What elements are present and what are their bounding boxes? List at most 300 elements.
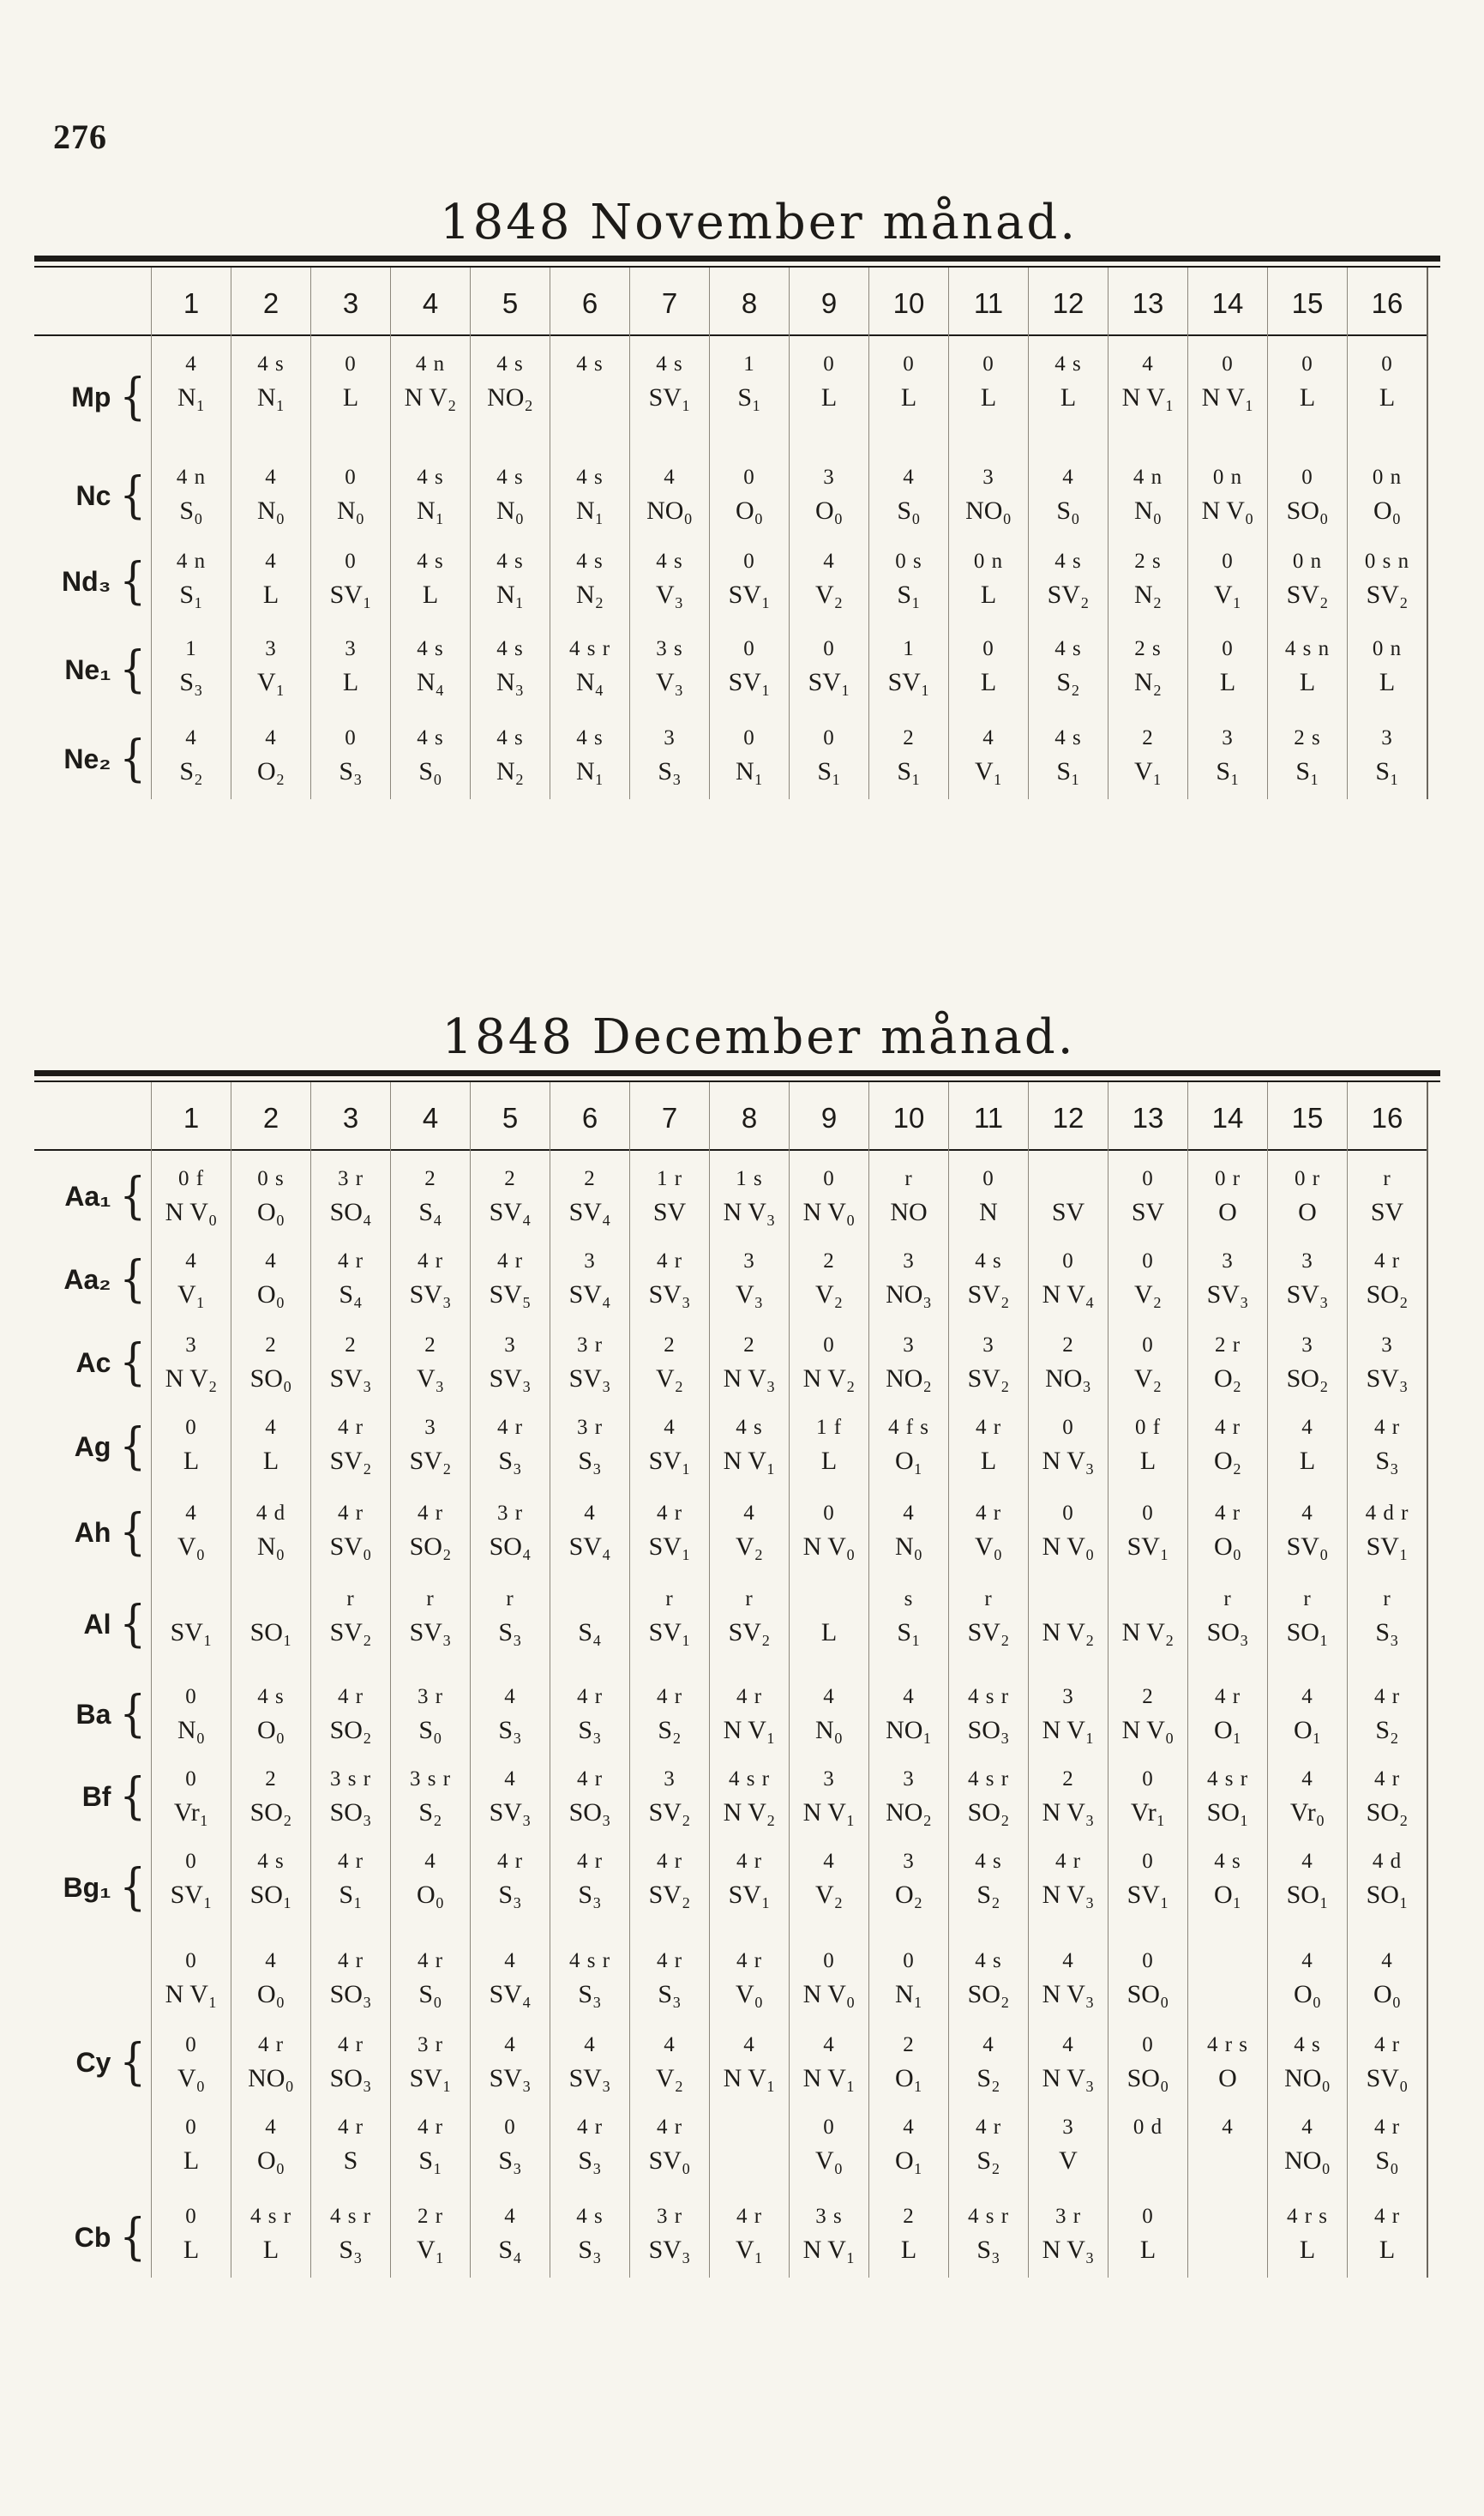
wind-direction: O₁	[894, 2146, 923, 2175]
wind-direction: SV₁	[170, 1618, 213, 1646]
observation-cell	[311, 2017, 390, 2099]
day-header: 14	[1188, 268, 1267, 336]
observation-cell	[1188, 2017, 1267, 2099]
wind-direction: N V₀	[802, 1980, 856, 2008]
observation-cell	[152, 621, 231, 710]
day-column	[868, 268, 948, 799]
observation-cell	[710, 2099, 789, 2188]
wind-direction: O₀	[256, 2146, 285, 2175]
wind-direction: Vr₁	[173, 1798, 209, 1827]
observation-cell	[1188, 1751, 1267, 1833]
observation-cell	[1268, 449, 1347, 533]
observation-cell	[1268, 1233, 1347, 1317]
station-code: Ah	[74, 1516, 111, 1548]
wind-direction: N V₃	[723, 1198, 776, 1226]
observation-cell	[391, 1151, 470, 1233]
wind-direction: SV₃	[329, 1364, 372, 1393]
wind-direction: SO₃	[329, 2064, 372, 2092]
cloud-amount: 4	[823, 1850, 835, 1873]
observation-cell	[471, 2188, 550, 2278]
observation-cell	[1268, 710, 1347, 799]
cloud-amount: r	[1303, 1587, 1312, 1610]
observation-cell	[630, 1317, 709, 1399]
wind-direction: S₁	[897, 1618, 921, 1646]
cloud-amount: 0 r	[1294, 1167, 1321, 1190]
station-label	[34, 449, 151, 533]
wind-direction: SV	[1051, 1198, 1085, 1226]
observation-cell	[471, 710, 550, 799]
observation-cell	[949, 2099, 1028, 2188]
cloud-amount: 3	[982, 1333, 994, 1357]
cloud-amount: 0	[185, 2033, 197, 2056]
wind-direction: N V₃	[1042, 1798, 1095, 1827]
observation-cell	[311, 2188, 390, 2278]
wind-direction: O₀	[1373, 1980, 1402, 2008]
cloud-amount: r	[1383, 1587, 1391, 1610]
day-header: 14	[1188, 1082, 1267, 1151]
wind-direction: SV₁	[728, 1881, 771, 1909]
wind-direction: N₀	[496, 497, 525, 525]
wind-direction: S₃	[658, 1980, 682, 2008]
observation-cell	[630, 449, 709, 533]
observation-cell	[311, 1833, 390, 1933]
day-column	[789, 268, 868, 799]
wind-direction: NO₂	[886, 1798, 932, 1827]
observation-cell	[550, 2188, 629, 2278]
observation-cell	[949, 1833, 1028, 1933]
cloud-amount: 4	[265, 1249, 277, 1273]
cloud-amount: 4	[982, 2033, 994, 2056]
wind-direction: N₁	[256, 383, 285, 412]
wind-direction: SV₁	[648, 1532, 691, 1561]
wind-direction: O₂	[1213, 1447, 1242, 1475]
cloud-amount: 2	[743, 1333, 755, 1357]
brace-glyph: {	[119, 1685, 146, 1743]
observation-cell	[1268, 1751, 1347, 1833]
observation-cell	[949, 2188, 1028, 2278]
wind-direction: V	[1059, 2146, 1078, 2175]
cloud-amount: 2 s	[1294, 726, 1321, 749]
brace-glyph: {	[119, 641, 146, 699]
wind-direction: SO₂	[1366, 1798, 1409, 1827]
observation-cell	[231, 1233, 310, 1317]
cloud-amount: 4 d	[255, 1502, 286, 1525]
cloud-amount: 4	[504, 1949, 516, 1972]
brace-glyph: {	[119, 1503, 146, 1562]
wind-direction: V₂	[814, 1280, 844, 1309]
wind-direction: O	[1218, 2064, 1237, 2092]
cloud-amount: 0	[903, 1949, 915, 1972]
cloud-amount: 4	[1062, 2033, 1074, 2056]
cloud-amount: 0 s n	[1364, 550, 1410, 573]
wind-direction: N V₁	[723, 1447, 776, 1475]
observation-cell	[949, 1485, 1028, 1571]
day-column	[1028, 268, 1108, 799]
cloud-amount: 4 r	[1214, 1502, 1241, 1525]
station-label	[34, 710, 151, 799]
observation-cell	[231, 1669, 310, 1751]
cloud-amount: 0	[823, 1333, 835, 1357]
cloud-amount: 4	[1381, 1949, 1393, 1972]
day-column	[1267, 1082, 1347, 2278]
wind-direction: N V₃	[1042, 1980, 1095, 2008]
wind-direction: N V₀	[1201, 497, 1254, 525]
observation-cell	[1348, 1151, 1427, 1233]
observation-cell	[471, 1151, 550, 1233]
wind-direction: O₂	[1213, 1364, 1242, 1393]
cloud-amount: 3 s r	[409, 1767, 452, 1791]
observation-cell	[790, 1317, 868, 1399]
wind-direction: SV₁	[170, 1881, 213, 1909]
page-number: 276	[53, 117, 107, 156]
cloud-amount: 4 n	[176, 550, 207, 573]
wind-direction: L	[900, 2236, 917, 2264]
wind-direction: N V₀	[165, 1198, 218, 1226]
wind-direction: SO₃	[568, 1798, 611, 1827]
observation-cell	[790, 1669, 868, 1751]
observation-cell	[311, 1485, 390, 1571]
wind-direction: SO₀	[1127, 2064, 1169, 2092]
observation-cell	[231, 2017, 310, 2099]
wind-direction: SV₂	[1366, 581, 1409, 609]
day-column	[1187, 1082, 1267, 2278]
observation-cell	[1029, 1233, 1108, 1317]
cloud-amount: 4	[185, 352, 197, 376]
station-code: Ac	[75, 1346, 111, 1378]
observation-cell	[790, 449, 868, 533]
cloud-amount: 0 n	[1372, 466, 1403, 489]
observation-cell	[1029, 1485, 1108, 1571]
wind-direction: SV₄	[489, 1198, 532, 1226]
observation-cell	[710, 1485, 789, 1571]
observation-cell	[630, 2017, 709, 2099]
cloud-amount: 0	[185, 2205, 197, 2228]
cloud-amount: 4	[185, 1502, 197, 1525]
day-header: 8	[710, 268, 789, 336]
observation-cell	[550, 621, 629, 710]
observation-cell	[1268, 2188, 1347, 2278]
cloud-amount: 3	[584, 1249, 596, 1273]
observation-cell	[1188, 449, 1267, 533]
observation-cell	[630, 1399, 709, 1485]
cloud-amount: 4 r	[576, 1767, 604, 1791]
wind-direction: S₄	[578, 1618, 602, 1646]
observation-cell	[311, 1233, 390, 1317]
observation-cell	[630, 1485, 709, 1571]
cloud-amount: 2	[1062, 1333, 1074, 1357]
brace-glyph: {	[119, 730, 146, 788]
station-label	[34, 533, 151, 621]
observation-cell	[471, 1233, 550, 1317]
day-header: 15	[1268, 1082, 1347, 1151]
observation-cell	[710, 1233, 789, 1317]
cloud-amount: 4 s n	[1284, 637, 1331, 660]
cloud-amount: r	[745, 1587, 754, 1610]
cloud-amount: 0	[1301, 352, 1313, 376]
cloud-amount: 0	[982, 1167, 994, 1190]
cloud-amount: 1	[185, 637, 197, 660]
wind-direction: SV₃	[409, 1618, 452, 1646]
cloud-amount: 4 s r	[568, 637, 611, 660]
observation-cell	[869, 1833, 948, 1933]
top-rule-thick	[34, 256, 1440, 262]
wind-direction: S₀	[897, 497, 921, 525]
observation-cell	[152, 1833, 231, 1933]
cloud-amount: 0	[823, 726, 835, 749]
wind-direction: L	[1299, 668, 1316, 696]
day-column	[1108, 268, 1187, 799]
observation-cell	[1268, 1317, 1347, 1399]
observation-cell	[630, 1751, 709, 1833]
observation-cell	[1188, 533, 1267, 621]
cloud-amount: 2	[903, 2205, 915, 2228]
cloud-amount: 3	[504, 1333, 516, 1357]
station-label	[34, 2188, 151, 2278]
cloud-amount: 4	[265, 466, 277, 489]
observation-cell	[949, 1317, 1028, 1399]
wind-direction: S₂	[1375, 1716, 1399, 1744]
observation-cell	[311, 1751, 390, 1833]
observation-cell	[152, 1571, 231, 1669]
cloud-amount: 4 r	[337, 1249, 364, 1273]
wind-direction: L	[980, 383, 997, 412]
wind-direction: V₃	[655, 668, 684, 696]
day-header: 11	[949, 268, 1028, 336]
wind-direction: N V₁	[723, 1716, 776, 1744]
wind-direction: SO₃	[329, 1798, 372, 1827]
wind-direction: N₁	[416, 497, 445, 525]
day-column	[310, 268, 390, 799]
cloud-amount: 2	[1142, 1685, 1154, 1708]
cloud-amount: 4	[1301, 1850, 1313, 1873]
wind-direction: V₁	[735, 2236, 764, 2264]
cloud-amount: 3 s	[656, 637, 683, 660]
observation-cell	[1348, 2099, 1427, 2188]
wind-direction: S₃	[498, 1618, 522, 1646]
cloud-amount: 3	[743, 1249, 755, 1273]
wind-direction: NO₀	[248, 2064, 294, 2092]
cloud-amount: 0 n	[1292, 550, 1323, 573]
observation-cell	[311, 1317, 390, 1399]
cloud-amount: 2	[823, 1249, 835, 1273]
observation-cell	[1268, 1669, 1347, 1751]
observation-cell	[1108, 1151, 1187, 1233]
observation-cell	[790, 533, 868, 621]
cloud-amount: 4 d r	[1365, 1502, 1409, 1525]
cloud-amount: 4 r	[337, 1685, 364, 1708]
observation-cell	[1348, 1317, 1427, 1399]
wind-direction: V₃	[735, 1280, 764, 1309]
observation-cell	[550, 449, 629, 533]
wind-direction: L	[342, 383, 359, 412]
wind-direction: L	[900, 383, 917, 412]
wind-direction: NO₃	[1045, 1364, 1091, 1393]
cloud-amount: 3	[664, 1767, 676, 1791]
wind-direction: SV	[652, 1198, 687, 1226]
cloud-amount: 2 s	[1134, 637, 1162, 660]
cloud-amount: 4 r	[337, 1416, 364, 1439]
cloud-amount: 4 r	[736, 2205, 763, 2228]
wind-direction: SV₁	[648, 383, 691, 412]
wind-direction: SO₂	[1366, 1280, 1409, 1309]
cloud-amount: 4	[504, 1767, 516, 1791]
observation-cell	[471, 2099, 550, 2188]
cloud-amount: 4	[424, 1850, 436, 1873]
wind-direction: SV₅	[489, 1280, 532, 1309]
cloud-amount: 0	[743, 550, 755, 573]
wind-direction: SV₁	[728, 581, 771, 609]
wind-direction: L	[183, 1447, 200, 1475]
observation-cell	[1108, 2099, 1187, 2188]
wind-direction: N₁	[735, 757, 764, 785]
observation-cell	[550, 1571, 629, 1669]
wind-direction: S₃	[578, 1716, 602, 1744]
wind-direction: N₁	[894, 1980, 923, 2008]
observation-cell	[1188, 1833, 1267, 1933]
day-column	[709, 268, 789, 799]
cloud-amount: 3	[823, 1767, 835, 1791]
wind-direction: V₂	[814, 1881, 844, 1909]
day-header: 5	[471, 1082, 550, 1151]
wind-direction: O₀	[814, 497, 844, 525]
wind-direction: S₃	[1375, 1447, 1399, 1475]
wind-direction: SV₂	[1286, 581, 1329, 609]
observation-cell	[949, 449, 1028, 533]
wind-direction: V₂	[1133, 1364, 1163, 1393]
observation-cell	[550, 1485, 629, 1571]
cloud-amount: 4 r	[975, 2116, 1002, 2139]
wind-direction: N V₂	[723, 1798, 776, 1827]
day-header: 5	[471, 268, 550, 336]
wind-direction: V₂	[1133, 1280, 1163, 1309]
day-header: 10	[869, 1082, 948, 1151]
wind-direction: N₁	[575, 497, 604, 525]
day-column	[789, 1082, 868, 2278]
cloud-amount: 0 r	[1214, 1167, 1241, 1190]
observation-cell	[710, 1669, 789, 1751]
wind-direction: SV₀	[1366, 2064, 1409, 2092]
november-section	[34, 190, 1440, 799]
observation-cell	[1188, 1933, 1267, 2017]
cloud-amount: 4 r	[576, 2116, 604, 2139]
cloud-amount: 3 r	[337, 1167, 364, 1190]
cloud-amount: 0	[1142, 1167, 1154, 1190]
day-column	[629, 1082, 709, 2278]
cloud-amount: 4	[265, 550, 277, 573]
cloud-amount: 0 f	[177, 1167, 205, 1190]
cloud-amount: 0	[1062, 1249, 1074, 1273]
observation-cell	[1348, 621, 1427, 710]
observation-cell	[1348, 2017, 1427, 2099]
cloud-amount: 0	[185, 1767, 197, 1791]
day-column	[1267, 268, 1347, 799]
station-code: Nc	[75, 479, 111, 511]
cloud-amount: 2	[1142, 726, 1154, 749]
wind-direction: N V₂	[404, 383, 457, 412]
observation-cell	[1108, 1571, 1187, 1669]
observation-cell	[152, 1485, 231, 1571]
wind-direction: V₁	[1213, 581, 1242, 609]
cloud-amount: 0	[1142, 1249, 1154, 1273]
observation-cell	[1108, 621, 1187, 710]
cloud-amount: 3 s	[815, 2205, 843, 2228]
cloud-amount: 4 n	[176, 466, 207, 489]
cloud-amount: 2	[424, 1333, 436, 1357]
wind-direction: S₃	[339, 757, 363, 785]
cloud-amount: 2	[903, 2033, 915, 2056]
day-header: 13	[1108, 268, 1187, 336]
station-label	[34, 621, 151, 710]
day-header: 9	[790, 268, 868, 336]
observation-cell	[710, 710, 789, 799]
day-column	[151, 268, 231, 799]
observation-cell	[231, 621, 310, 710]
wind-direction: S₄	[498, 2236, 522, 2264]
cloud-amount: 4 s	[1054, 550, 1082, 573]
cloud-amount: 3	[664, 726, 676, 749]
day-column	[948, 1082, 1028, 2278]
wind-direction: N V₂	[802, 1364, 856, 1393]
wind-direction: S₁	[1375, 757, 1399, 785]
day-header: 4	[391, 1082, 470, 1151]
observation-cell	[949, 336, 1028, 449]
cloud-amount: 4 s	[576, 466, 604, 489]
observation-cell	[710, 336, 789, 449]
observation-cell	[1029, 1751, 1108, 1833]
observation-cell	[1268, 621, 1347, 710]
cloud-amount: 0	[1142, 1502, 1154, 1525]
cloud-amount: 4 s r	[967, 1767, 1010, 1791]
cloud-amount: 4	[265, 1416, 277, 1439]
wind-direction: L	[1299, 1447, 1316, 1475]
observation-cell	[231, 1751, 310, 1833]
cloud-amount: 4 r s	[1206, 2033, 1249, 2056]
december-table	[34, 1082, 1440, 2278]
cloud-amount: 4	[584, 1502, 596, 1525]
station-code: Mp	[71, 381, 111, 412]
day-column	[310, 1082, 390, 2278]
observation-cell	[1108, 1485, 1187, 1571]
cloud-amount: 4 s	[975, 1850, 1002, 1873]
wind-direction: N V₀	[1042, 1532, 1095, 1561]
observation-cell	[550, 1833, 629, 1933]
station-code: Ba	[75, 1698, 111, 1730]
wind-direction: N V₄	[1042, 1280, 1095, 1309]
cloud-amount: 0	[1142, 2205, 1154, 2228]
wind-direction: SV₂	[409, 1447, 452, 1475]
observation-cell	[1188, 1485, 1267, 1571]
day-header: 6	[550, 268, 629, 336]
wind-direction: Vr₁	[1130, 1798, 1166, 1827]
wind-direction: N V₁	[723, 2064, 776, 2092]
cloud-amount: 0	[1142, 1767, 1154, 1791]
cloud-amount: 4	[743, 2033, 755, 2056]
cloud-amount: 1	[743, 352, 755, 376]
observation-cell	[391, 1571, 470, 1669]
wind-direction: L	[1139, 1447, 1157, 1475]
wind-direction: SV	[1131, 1198, 1165, 1226]
cloud-amount: 3 r	[656, 2205, 683, 2228]
cloud-amount: r	[665, 1587, 674, 1610]
december-section	[34, 1005, 1440, 2278]
cloud-amount: 0	[345, 466, 357, 489]
cloud-amount: 4 s	[417, 550, 444, 573]
cloud-amount: 4 s	[576, 550, 604, 573]
cloud-amount: 0	[345, 726, 357, 749]
observation-cell	[869, 2188, 948, 2278]
wind-direction: O₀	[1373, 497, 1402, 525]
cloud-amount: 0	[185, 1850, 197, 1873]
